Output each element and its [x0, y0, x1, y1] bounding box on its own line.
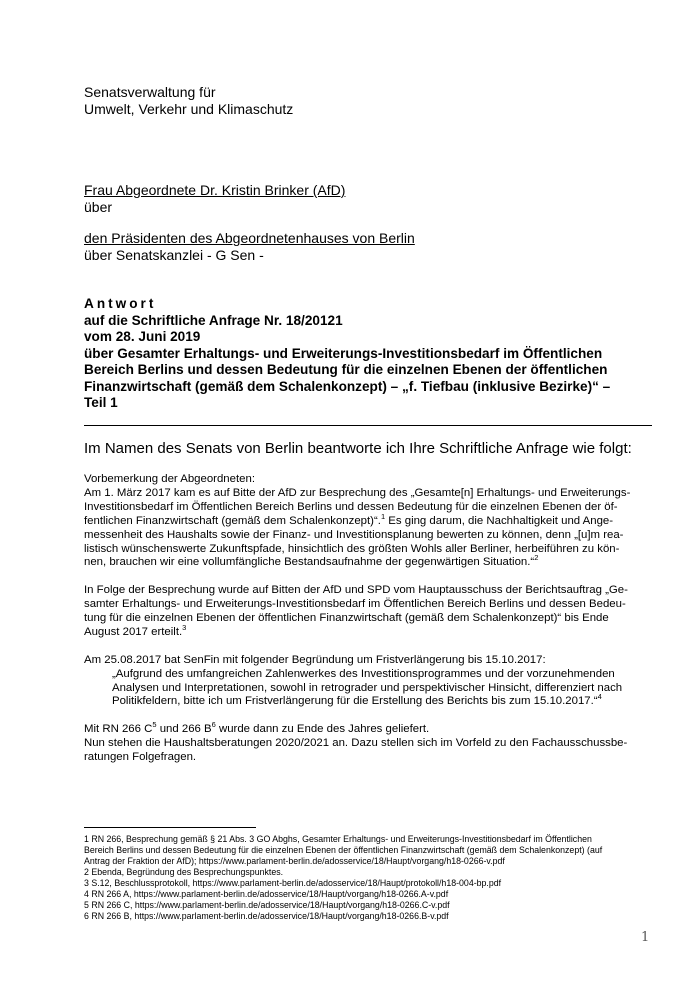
footnotes	[84, 834, 644, 922]
paragraph-extension	[84, 654, 654, 710]
footnote-ref-6: 6	[211, 720, 216, 730]
paragraph-delivery	[84, 720, 654, 765]
p1-line-1: Am 1. März 2017 kam es auf Bitte der AfD zur Besprechung des „Gesamte[n] Erhaltungs- und Erweiterungs-	[84, 486, 631, 499]
title-line-1: auf die Schriftliche Anfrage Nr. 18/20121	[84, 312, 343, 328]
quote-line-2: Analysen und Interpretationen, sowohl in retrograder und perspektivischer Hinsicht, differenziert nach	[112, 681, 623, 694]
president-name: den Präsidenten des Abgeordnetenhauses von Berlin	[84, 230, 415, 246]
p1-line-5: listisch wünschenswerte Zukunftspfade, hinsichtlich des größten Wohls aller Berliner, herbeiführen zu kön-	[84, 542, 620, 555]
answer-title	[84, 296, 664, 412]
footnote-line: Antrag der Fraktion der AfD); https://www.parlament-berlin.de/adosservice/18/Haupt/vorgang/h18-0266-v.pdf	[84, 856, 505, 866]
p4-line-2: Nun stehen die Haushaltsberatungen 2020/2021 an. Dazu stellen sich im Vorfeld zu den Fachausschussbe-	[84, 737, 628, 750]
footnote-line: 2 Ebenda, Begründung des Besprechungspunktes.	[84, 867, 284, 877]
answer-label: Antwort	[84, 296, 157, 311]
p2-line-3: tung für die einzelnen Ebenen der öffentlichen Finanzwirtschaft (gemäß dem Schalenkonzept)“ bis Ende	[84, 612, 609, 625]
president-block	[84, 230, 415, 264]
paragraph-report-order	[84, 584, 654, 640]
page-number: 1	[641, 930, 650, 945]
p4-line-1c: wurde dann zu Ende des Jahres geliefert.	[215, 723, 430, 736]
quote-line-3: Politikfeldern, bitte ich um Fristverlängerung für die Erstellung des Berichts bis zum 15.10.2017.“	[112, 695, 598, 708]
recipient-name: Frau Abgeordnete Dr. Kristin Brinker (AfD)	[84, 182, 346, 198]
footnote-ref-4: 4	[597, 692, 602, 702]
p4-line-1b: und 266 B	[156, 723, 212, 736]
p1-line-4: messenheit des Haushalts sowie der Finanz- und Investitionsplanung bewerten zu können, denn „[u]m rea-	[84, 528, 624, 541]
title-line-5: Finanzwirtschaft (gemäß dem Schalenkonzept) – „f. Tiefbau (inklusive Bezirke)“ –	[84, 378, 611, 394]
paragraph-preliminary-remark	[84, 473, 654, 570]
p4-line-1a: Mit RN 266 C	[84, 723, 153, 736]
footnote-line: 3 S.12, Beschlussprotokoll, https://www.parlament-berlin.de/adosservice/18/Haupt/protokoll/h18-004-bp.pdf	[84, 878, 502, 888]
footnote-line: 5 RN 266 C, https://www.parlament-berlin.de/adosservice/18/Haupt/vorgang/h18-0266.C-v.pdf	[84, 900, 450, 910]
recipient-via: über	[84, 199, 113, 215]
p1-line-2: Investitionsbedarf im Öffentlichen Bereich Berlins und dessen Bedeutung für die einzelnen Ebenen der öf-	[84, 500, 618, 513]
p1-line-3b: Es ging darum, die Nachhaltigkeit und Ange-	[385, 514, 614, 527]
footnote-ref-5: 5	[152, 720, 157, 730]
p3-line-1: Am 25.08.2017 bat SenFin mit folgender Begründung um Fristverlängerung bis 15.10.2017:	[84, 653, 546, 666]
title-line-2: vom 28. Juni 2019	[84, 329, 201, 344]
sender-block	[84, 84, 293, 118]
p4-line-3: ratungen Folgefragen.	[84, 751, 197, 764]
body-text	[84, 473, 654, 779]
p1-line-6: nen, brauchen wir eine vollumfängliche Bestandsaufnahme der gegenwärtigen Situation.“	[84, 556, 535, 569]
footnote-divider	[84, 827, 256, 828]
title-divider	[84, 425, 652, 426]
title-line-3: über Gesamter Erhaltungs- und Erweiterungs-Investitionsbedarf im Öffentlichen	[84, 345, 603, 361]
footnote-line: 6 RN 266 B, https://www.parlament-berlin.de/adosservice/18/Haupt/vorgang/h18-0266.B-v.pdf	[84, 911, 449, 921]
footnote-line: Bereich Berlins und dessen Bedeutung für die einzelnen Ebenen der öffentlichen Finanzwirtschaft (gemäß dem Schalenkonzept) (auf	[84, 845, 603, 855]
title-line-6: Teil 1	[84, 395, 118, 410]
p1-line-3: fentlichen Finanzwirtschaft (gemäß dem Schalenkonzept)“.	[84, 514, 381, 527]
sender-line-1: Senatsverwaltung für	[84, 84, 216, 100]
p2-line-2: samter Erhaltungs- und Erweiterungs-Investitionsbedarf im Öffentlichen Bereich Berlins und dessen Bedeu-	[84, 598, 626, 611]
quote-line-1: „Aufgrund des umfangreichen Zahlenwerkes des Investitionsprogrammes und der vorzunehmenden	[112, 667, 615, 680]
recipient-block	[84, 182, 345, 216]
p2-line-4: August 2017 erteilt.	[84, 625, 183, 638]
footnote-ref-2: 2	[534, 553, 539, 563]
title-line-4: Bereich Berlins und dessen Bedeutung für die einzelnen Ebenen der öffentlichen	[84, 362, 608, 377]
footnote-line: 4 RN 266 A, https://www.parlament-berlin.de/adosservice/18/Haupt/vorgang/h18-0266.A-v.pdf	[84, 889, 449, 899]
footnote-ref-1: 1	[380, 511, 386, 521]
p2-line-1: In Folge der Besprechung wurde auf Bitten der AfD und SPD vom Hauptausschuss der Berichtsauftrag „Ge-	[84, 584, 628, 597]
sender-line-2: Umwelt, Verkehr und Klimaschutz	[84, 101, 294, 117]
intro-sentence: Im Namen des Senats von Berlin beantworte ich Ihre Schriftliche Anfrage wie folgt:	[84, 440, 632, 457]
footnote-ref-3: 3	[182, 623, 187, 633]
senate-chancellery: über Senatskanzlei - G Sen -	[84, 247, 264, 263]
preliminary-heading: Vorbemerkung der Abgeordneten:	[84, 473, 255, 485]
footnote-line: 1 RN 266, Besprechung gemäß § 21 Abs. 3 GO Abghs, Gesamter Erhaltungs- und Erweiterungs-Investitionsbedarf im Öffentlichen	[84, 834, 592, 844]
